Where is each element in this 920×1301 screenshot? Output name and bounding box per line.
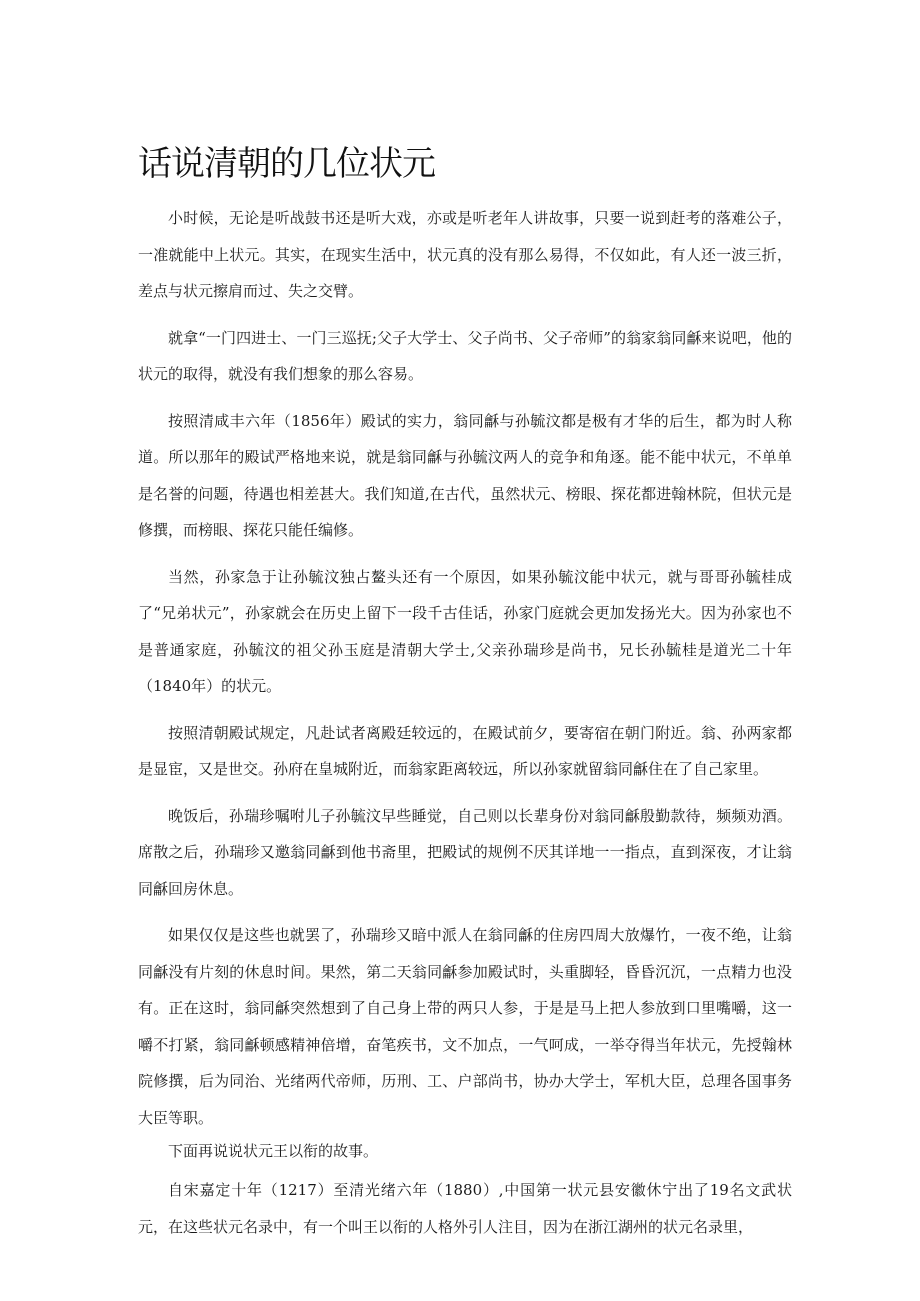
paragraph-weng-family: 就拿“一门四进士、一门三巡抚;父子大学士、父子尚书、父子帝师”的翁家翁同龢来说吧，他的状元的取得，就没有我们想象的那么容易。: [138, 328, 792, 383]
paragraph-exam-rules: 按照清朝殿试规定，凡赴试者离殿廷较远的，在殿试前夕，要寄宿在朝门附近。翁、孙两家都是显宦，又是世交。孙府在皇城附近，而翁家距离较远，所以孙家就留翁同龢住在了自己家里。: [138, 723, 792, 778]
paragraph-firecrackers: 如果仅仅是这些也就罢了，孙瑞珍又暗中派人在翁同龢的住房四周大放爆竹，一夜不绝，让翁同龢没有片刻的休息时间。果然，第二天翁同龢参加殿试时，头重脚轻，昏昏沉沉，一点精力也没有。正在这时，翁同龢突然想到了自己身上带的两只人参，于是是马上把人参放到口里嘴嚼，这一嚼不打紧，翁同龢顿感精神倍增，奋笔疾书，文不加点，一气呵成，一举夺得当年状元，先授翰林院修撰，后为同治、光绪两代帝师，历刑、工、户部尚书，协办大学士，军机大臣，总理各国事务大臣等职。: [138, 926, 792, 1127]
paragraph-dinner: 晚饭后，孙瑞珍嘱咐儿子孙毓汶早些睡觉，自己则以长辈身份对翁同龢殷勤款待，频频劝酒。席散之后，孙瑞珍又邀翁同龢到他书斋里，把殿试的规例不厌其详地一一指点，直到深夜，才让翁同龢回房休息。: [138, 806, 792, 898]
page-title: 话说清朝的几位状元: [138, 144, 435, 184]
paragraph-xiuning: 自宋嘉定十年（1217）至清光绪六年（1880）,中国第一状元县安徽休宁出了19名文武状元，在这些状元名录中，有一个叫王以衔的人格外引人注目，因为在浙江湖州的状元名录里，: [138, 1181, 792, 1236]
article-body: [138, 200, 792, 1255]
paragraph-palace-exam: 按照清咸丰六年（1856年）殿试的实力，翁同龢与孙毓汶都是极有才华的后生，都为时人称道。所以那年的殿试严格地来说，就是翁同龢与孙毓汶两人的竞争和角逐。能不能中状元，不单单是名誉的问题，待遇也相差甚大。我们知道,在古代，虽然状元、榜眼、探花都进翰林院，但状元是修撰，而榜眼、探花只能任编修。: [138, 411, 792, 539]
paragraph-childhood: 小时候，无论是听战鼓书还是听大戏，亦或是听老年人讲故事，只要一说到赶考的落难公子，一准就能中上状元。其实，在现实生活中，状元真的没有那么易得，不仅如此，有人还一波三折，差点与状元擦肩而过、失之交臂。: [138, 209, 792, 300]
paragraph-wang-intro: 下面再说说状元王以衔的故事。: [168, 1142, 379, 1160]
paragraph-sun-family: 当然，孙家急于让孙毓汶独占鳌头还有一个原因，如果孙毓汶能中状元，就与哥哥孙毓桂成了“兄弟状元”，孙家就会在历史上留下一段千古佳话，孙家门庭就会更加发扬光大。因为孙家也不是普通家庭，孙毓汶的祖父孙玉庭是清朝大学士,父亲孙瑞珍是尚书，兄长孙毓桂是道光二十年（1840年）的状元。: [138, 567, 792, 695]
